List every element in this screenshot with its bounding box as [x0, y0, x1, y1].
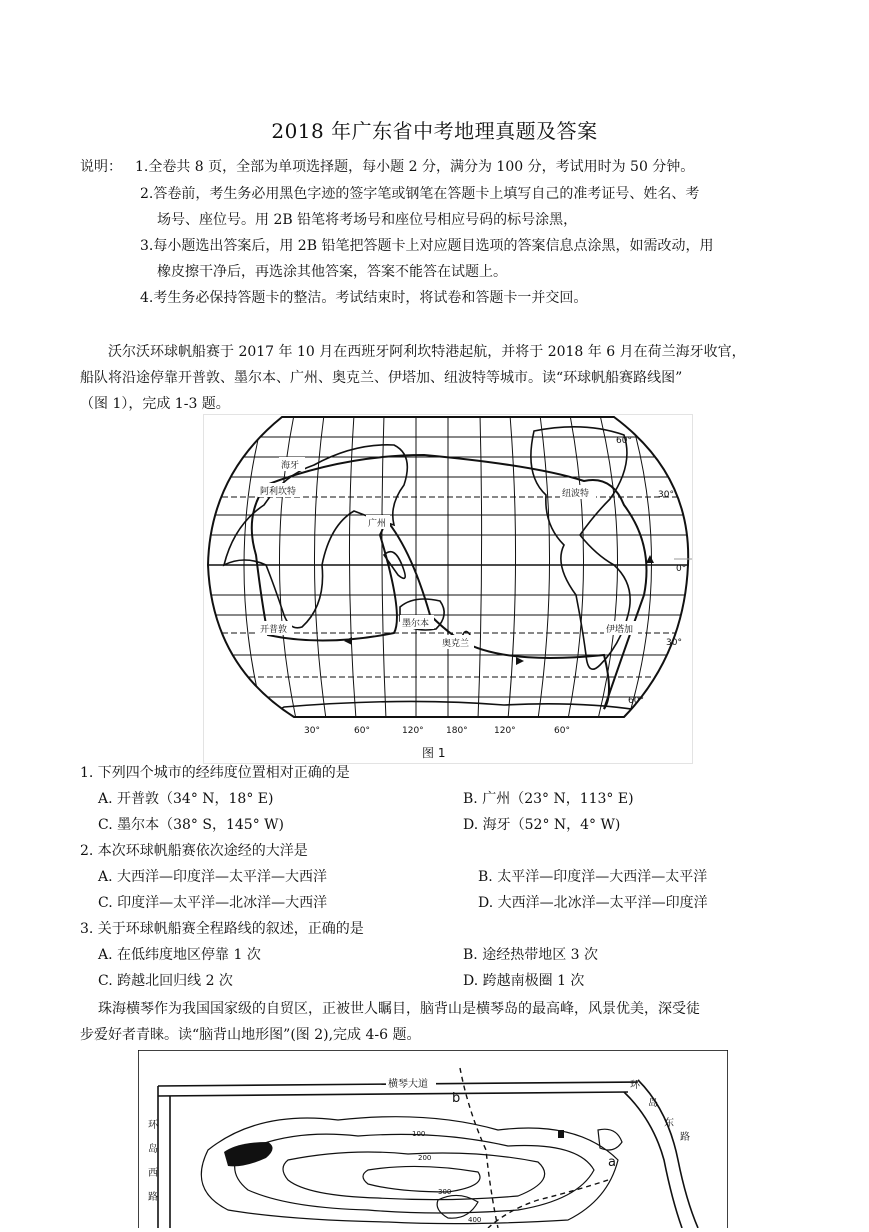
option-c: C. 墨尔本（38° S，145° W): [98, 817, 284, 833]
instruction-line: 3.每小题选出答案后，用 2B 铅笔把答题卡上对应题目选项的答案信息点涂黑，如需改动，用: [140, 238, 714, 254]
contour-label: 300: [438, 1188, 452, 1196]
city-itajai-label: 伊塔加: [606, 625, 634, 635]
instructions-label: 说明：: [80, 159, 122, 175]
option-a: A. 在低纬度地区停靠 1 次: [98, 947, 261, 963]
point-a-label: a: [608, 1155, 616, 1170]
road-east-label: 东: [664, 1118, 674, 1129]
city-capetown-label: 开普敦: [260, 625, 288, 635]
passage-line: （图 1），完成 1-3 题。: [80, 396, 230, 412]
contour-label: 100: [412, 1130, 426, 1138]
city-newport-label: 纽波特: [562, 489, 590, 499]
lat-label: 60°: [616, 436, 632, 446]
option-d: D. 跨越南极圈 1 次: [463, 973, 585, 989]
option-c: C. 跨越北回归线 2 次: [98, 973, 233, 989]
city-alicante-label: 阿利坎特: [260, 487, 297, 497]
instruction-line: 4.考生务必保持答题卡的整洁。考试结束时，将试卷和答题卡一并交回。: [140, 290, 588, 306]
passage-line: 珠海横琴作为我国国家级的自贸区，正被世人瞩目，脑背山是横琴岛的最高峰，风景优美，深受徒: [98, 1001, 700, 1017]
contour-label: 200: [418, 1154, 432, 1162]
option-d: D. 大西洋—北冰洋—太平洋—印度洋: [478, 895, 708, 911]
city-melbourne-label: 墨尔本: [402, 619, 430, 629]
question-stem: 3. 关于环球帆船赛全程路线的叙述，正确的是: [80, 921, 364, 937]
topographic-map-figure: [138, 1050, 728, 1228]
road-west-label: 路: [148, 1192, 158, 1203]
passage-1: [80, 339, 792, 417]
city-hague-label: 海牙: [281, 461, 300, 471]
instruction-line: 2.答卷前，考生务必用黑色字迹的签字笔或钢笔在答题卡上填写自己的准考证号、姓名、考: [140, 186, 700, 202]
passage-line: 船队将沿途停靠开普敦、墨尔本、广州、奥克兰、伊塔加、纽波特等城市。读“环球帆船赛路线图”: [80, 370, 683, 386]
lon-label: 30°: [304, 726, 320, 736]
lat-label: 30°: [666, 638, 682, 648]
passage-line: 沃尔沃环球帆船赛于 2017 年 10 月在西班牙阿利坎特港起航，并将于 2018 年 6 月在荷兰海牙收官，: [108, 344, 746, 360]
option-b: B. 广州（23° N，113° E): [463, 791, 634, 807]
road-west-label: 岛: [148, 1144, 158, 1155]
road-hengqin-avenue-label: 横琴大道: [388, 1079, 428, 1090]
lat-label: 30°: [658, 490, 674, 500]
option-d: D. 海牙（52° N，4° W): [463, 817, 621, 833]
lon-label: 60°: [354, 726, 370, 736]
road-east-label: 路: [680, 1132, 690, 1143]
lat-label: 60°: [628, 696, 644, 706]
route-map-figure: [203, 414, 693, 764]
contour-label: 400: [468, 1216, 482, 1224]
road-east-label: 环: [630, 1080, 640, 1091]
contour-map: [138, 1050, 728, 1228]
question-stem: 1. 下列四个城市的经纬度位置相对正确的是: [80, 765, 350, 781]
point-b-label: b: [452, 1091, 461, 1106]
city-guangzhou-label: 广州: [368, 519, 387, 529]
option-a: A. 大西洋—印度洋—太平洋—大西洋: [98, 869, 328, 885]
lat-label: 0°: [676, 564, 687, 574]
figure-caption: 图 1: [422, 746, 446, 760]
city-auckland-label: 奥克兰: [442, 639, 470, 649]
instruction-line: 场号、座位号。用 2B 铅笔将考场号和座位号相应号码的标号涂黑，: [157, 212, 578, 228]
question-stem: 2. 本次环球帆船赛依次途经的大洋是: [80, 843, 308, 859]
option-b: B. 途经热带地区 3 次: [463, 947, 598, 963]
option-c: C. 印度洋—太平洋—北冰洋—大西洋: [98, 895, 328, 911]
road-west-label: 西: [148, 1168, 158, 1179]
page-title: 2018 年广东省中考地理真题及答案: [271, 119, 598, 143]
option-b: B. 太平洋—印度洋—大西洋—太平洋: [478, 869, 708, 885]
instruction-line: 橡皮擦干净后，再选涂其他答案，答案不能答在试题上。: [157, 264, 507, 280]
road-east-label: 岛: [648, 1098, 658, 1109]
lon-label: 120°: [402, 726, 424, 736]
option-a: A. 开普敦（34° N，18° E): [98, 791, 274, 807]
passage-line: 步爱好者青睐。读“脑背山地形图”(图 2),完成 4-6 题。: [80, 1027, 421, 1043]
road-west-label: 环: [148, 1120, 158, 1131]
lon-label: 120°: [494, 726, 516, 736]
world-map: [204, 415, 692, 763]
lon-label: 60°: [554, 726, 570, 736]
passage-2: [80, 996, 792, 1048]
lon-label: 180°: [446, 726, 468, 736]
instruction-line: 1.全卷共 8 页，全部为单项选择题，每小题 2 分，满分为 100 分，考试用时为 50 分钟。: [135, 159, 695, 175]
